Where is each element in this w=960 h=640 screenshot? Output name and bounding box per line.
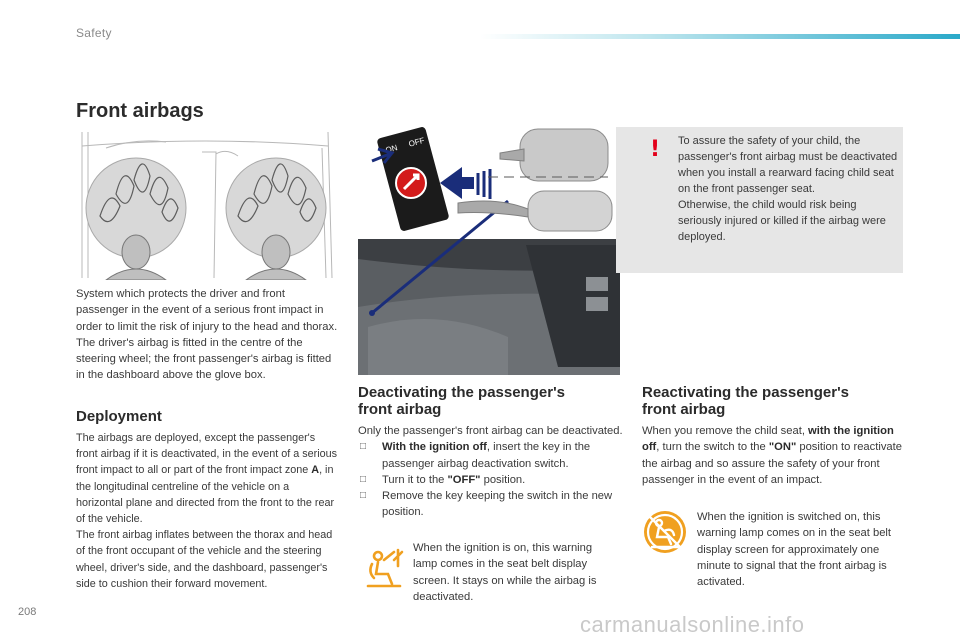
section-label: Safety [76, 26, 112, 40]
reactivating-bold2: "ON" [768, 441, 797, 454]
impact-zone-letter: A [311, 464, 320, 477]
step2-bold: "OFF" [447, 473, 481, 486]
reactivating-text-part2: , turn the switch to the [656, 441, 769, 454]
reactivating-bold1: with the ignition off [642, 425, 894, 454]
reactivating-text-part3: position to reactivate the airbag and so assure the safety of your front passenger in the event of an impact. [642, 441, 902, 486]
deployment-text-part1: The airbags are deployed, except the passenger's front airbag if it is deactivated, in the event of a serious front impact to all or part of the front impact zone [76, 432, 338, 477]
reactivating-heading-line2: front airbag [642, 401, 726, 418]
page-title: Front airbags [76, 100, 204, 122]
deactivating-steps [358, 439, 624, 520]
step3-text: Remove the key keeping the switch in the new position. [382, 490, 613, 519]
deployment-text [76, 430, 338, 592]
front-airbags-illustration [76, 128, 342, 280]
switch-off-label: OFF [407, 135, 426, 149]
reactivating-heading-line1: Reactivating the passenger's [642, 384, 849, 401]
watermark-text: carmanualsonline.info [580, 612, 805, 637]
reactivating-text-part1: When you remove the child seat, [642, 425, 809, 437]
reactivating-heading [642, 384, 849, 418]
list-item [358, 472, 624, 488]
child-seat-warning-text: To assure the safety of your child, the passenger's front airbag must be deactivated when you install a rearward facing child seat on the front passenger seat. Otherwise, the child would risk being seriously injured or killed if the airbag were deployed. [678, 135, 898, 243]
list-item [358, 439, 624, 472]
warning-exclamation-icon: ! [650, 137, 661, 162]
airbag-off-warning-lamp-icon [362, 546, 406, 590]
deployment-heading: Deployment [76, 408, 162, 425]
list-item [358, 488, 624, 521]
step1-text: , insert the key in the passenger airbag deactivation switch. [382, 441, 591, 470]
intro-paragraph: System which protects the driver and front passenger in the event of a serious front impact in order to limit the risk of injury to the head and thorax. The driver's airbag is fitted in the centre of the steering wheel; the front passenger's airbag is fitted in the dashboard above the glove box. [76, 288, 338, 382]
switch-on-label: ON [384, 143, 399, 155]
page-number: 208 [18, 606, 37, 618]
deployment-text-part2: , in the longitudinal centreline of the vehicle on a horizontal plane and directed from the front to the rear of the vehicle. [76, 464, 335, 526]
deactivated-lamp-note: When the ignition is on, this warning lamp comes in the seat belt display screen. It stays on while the airbag is deactivated. [413, 542, 597, 603]
step2-text: Turn it to the [382, 473, 448, 486]
deployment-text-part3: The front airbag inflates between the thorax and head of the front occupant of the vehicle and the steering wheel, driver's side, and the dashboard, passenger's side to cushion their forward movement. [76, 529, 333, 590]
deactivating-text [358, 423, 624, 521]
step1-bold: With the ignition off [382, 441, 487, 454]
deactivating-heading-line2: front airbag [358, 401, 442, 418]
deactivation-switch-illustration [358, 127, 620, 375]
insert-arrow-icon [440, 167, 474, 199]
activated-lamp-note: When the ignition is switched on, this warning lamp comes on in the seat belt display screen for approximately one minute to signal that the front airbag is activated. [697, 511, 892, 589]
deactivating-heading-line1: Deactivating the passenger's [358, 384, 565, 401]
deactivating-heading [358, 384, 565, 418]
step2-text-end: position. [480, 473, 526, 486]
reactivating-text [642, 423, 908, 488]
deactivating-intro: Only the passenger's front airbag can be deactivated. [358, 425, 623, 437]
header-accent-bar [480, 34, 960, 39]
airbag-on-warning-lamp-icon [642, 509, 688, 555]
